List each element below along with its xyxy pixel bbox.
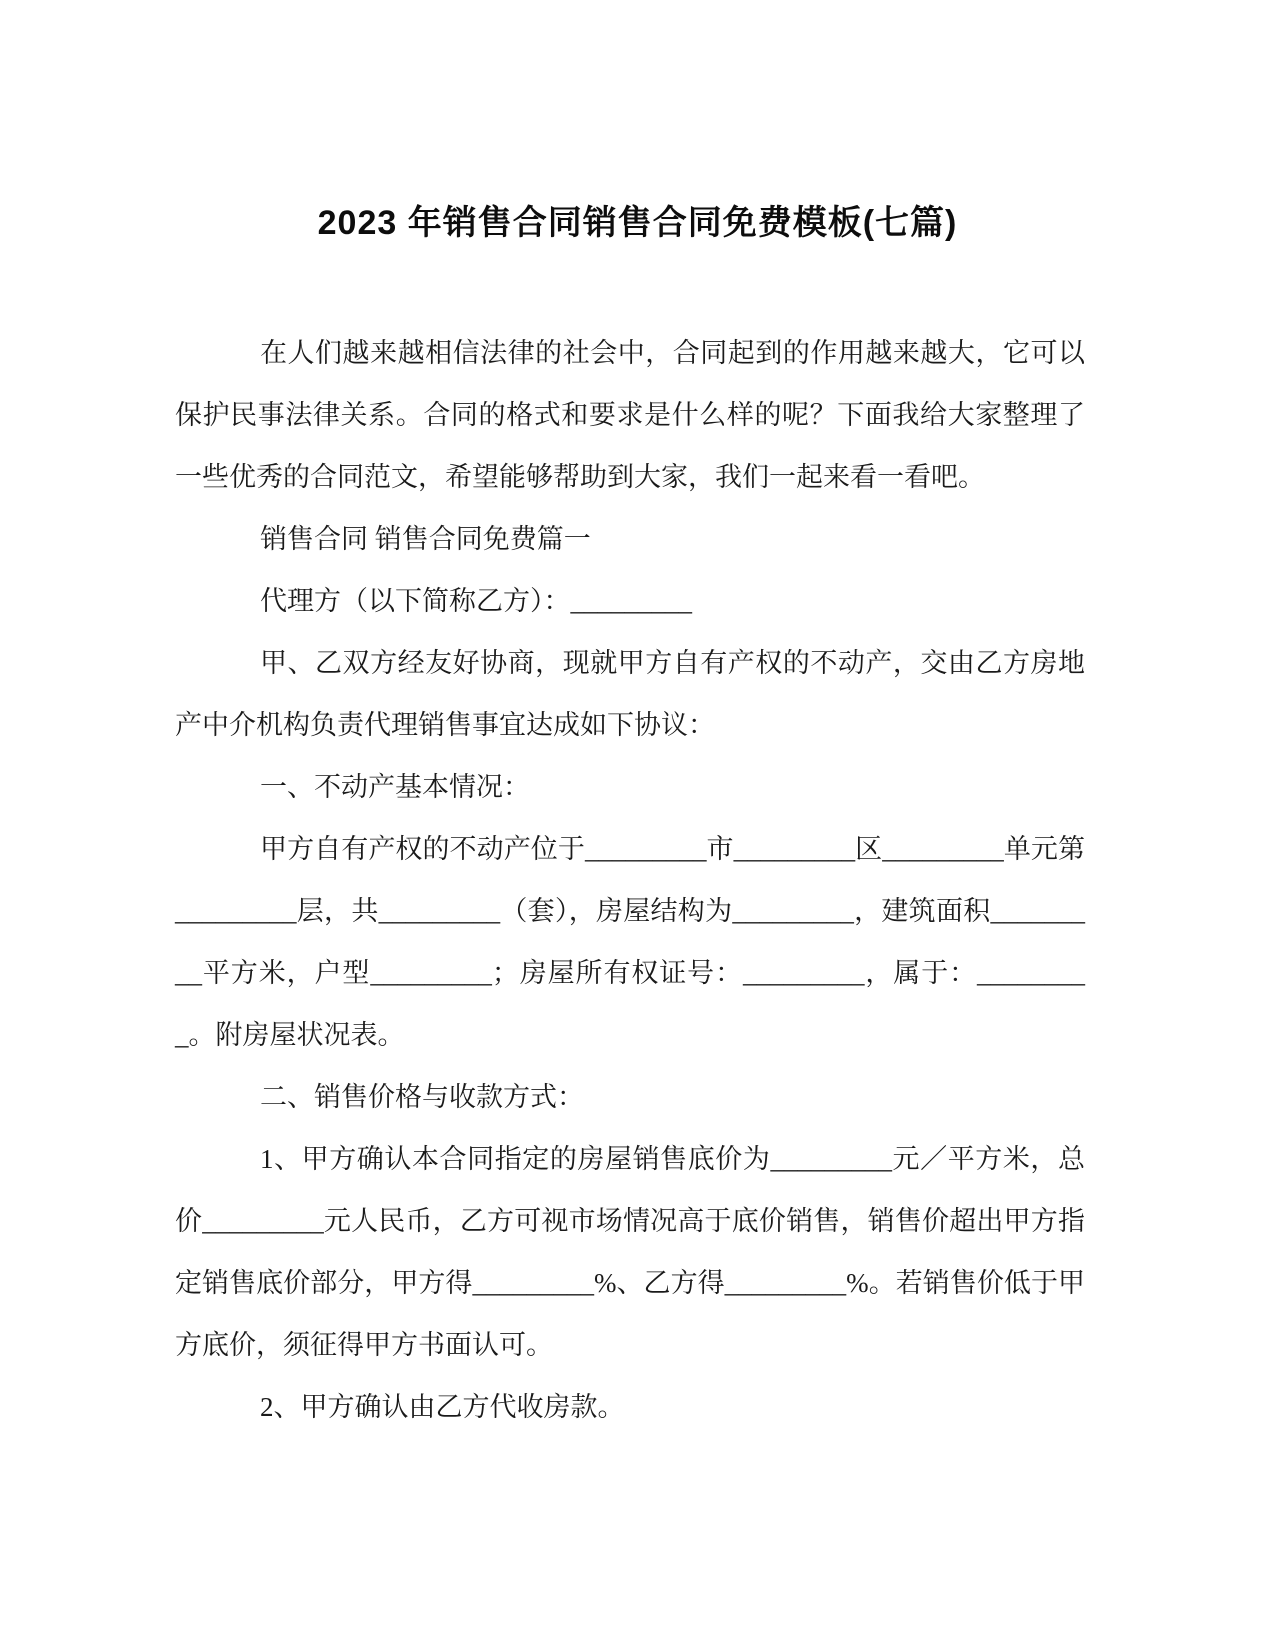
- paragraph: 一、不动产基本情况：: [260, 772, 530, 802]
- document-title: 2023 年销售合同销售合同免费模板(七篇): [317, 204, 958, 242]
- paragraph: 二、销售价格与收款方式：: [260, 1082, 584, 1112]
- paragraph: 代理方（以下简称乙方）：_________: [260, 586, 692, 616]
- document-body: [0, 322, 1275, 1438]
- paragraph: 在人们越来越相信法律的社会中，合同起到的作用越来越大，它可以保护民事法律关系。合同的格式和要求是什么样的呢？下面我给大家整理了一些优秀的合同范文，希望能够帮助到大家，我们一起来看一看吧。: [175, 338, 1085, 492]
- paragraph: 2、甲方确认由乙方代收房款。: [260, 1392, 625, 1422]
- paragraph: 甲方自有产权的不动产位于_________市_________区_________单元第_________层，共_________（套），房屋结构为_________，建筑面积_________平方米，户型_________；房屋所有权证号：_________，属于：_________。附房屋状况表。: [175, 834, 1085, 1050]
- paragraph: 1、甲方确认本合同指定的房屋销售底价为_________元／平方米，总价_________元人民币，乙方可视市场情况高于底价销售，销售价超出甲方指定销售底价部分，甲方得_________%、乙方得_________%。若销售价低于甲方底价，须征得甲方书面认可。: [175, 1144, 1085, 1360]
- paragraph: 销售合同 销售合同免费篇一: [260, 524, 591, 554]
- paragraph: 甲、乙双方经友好协商，现就甲方自有产权的不动产，交由乙方房地产中介机构负责代理销售事宜达成如下协议：: [175, 648, 1085, 740]
